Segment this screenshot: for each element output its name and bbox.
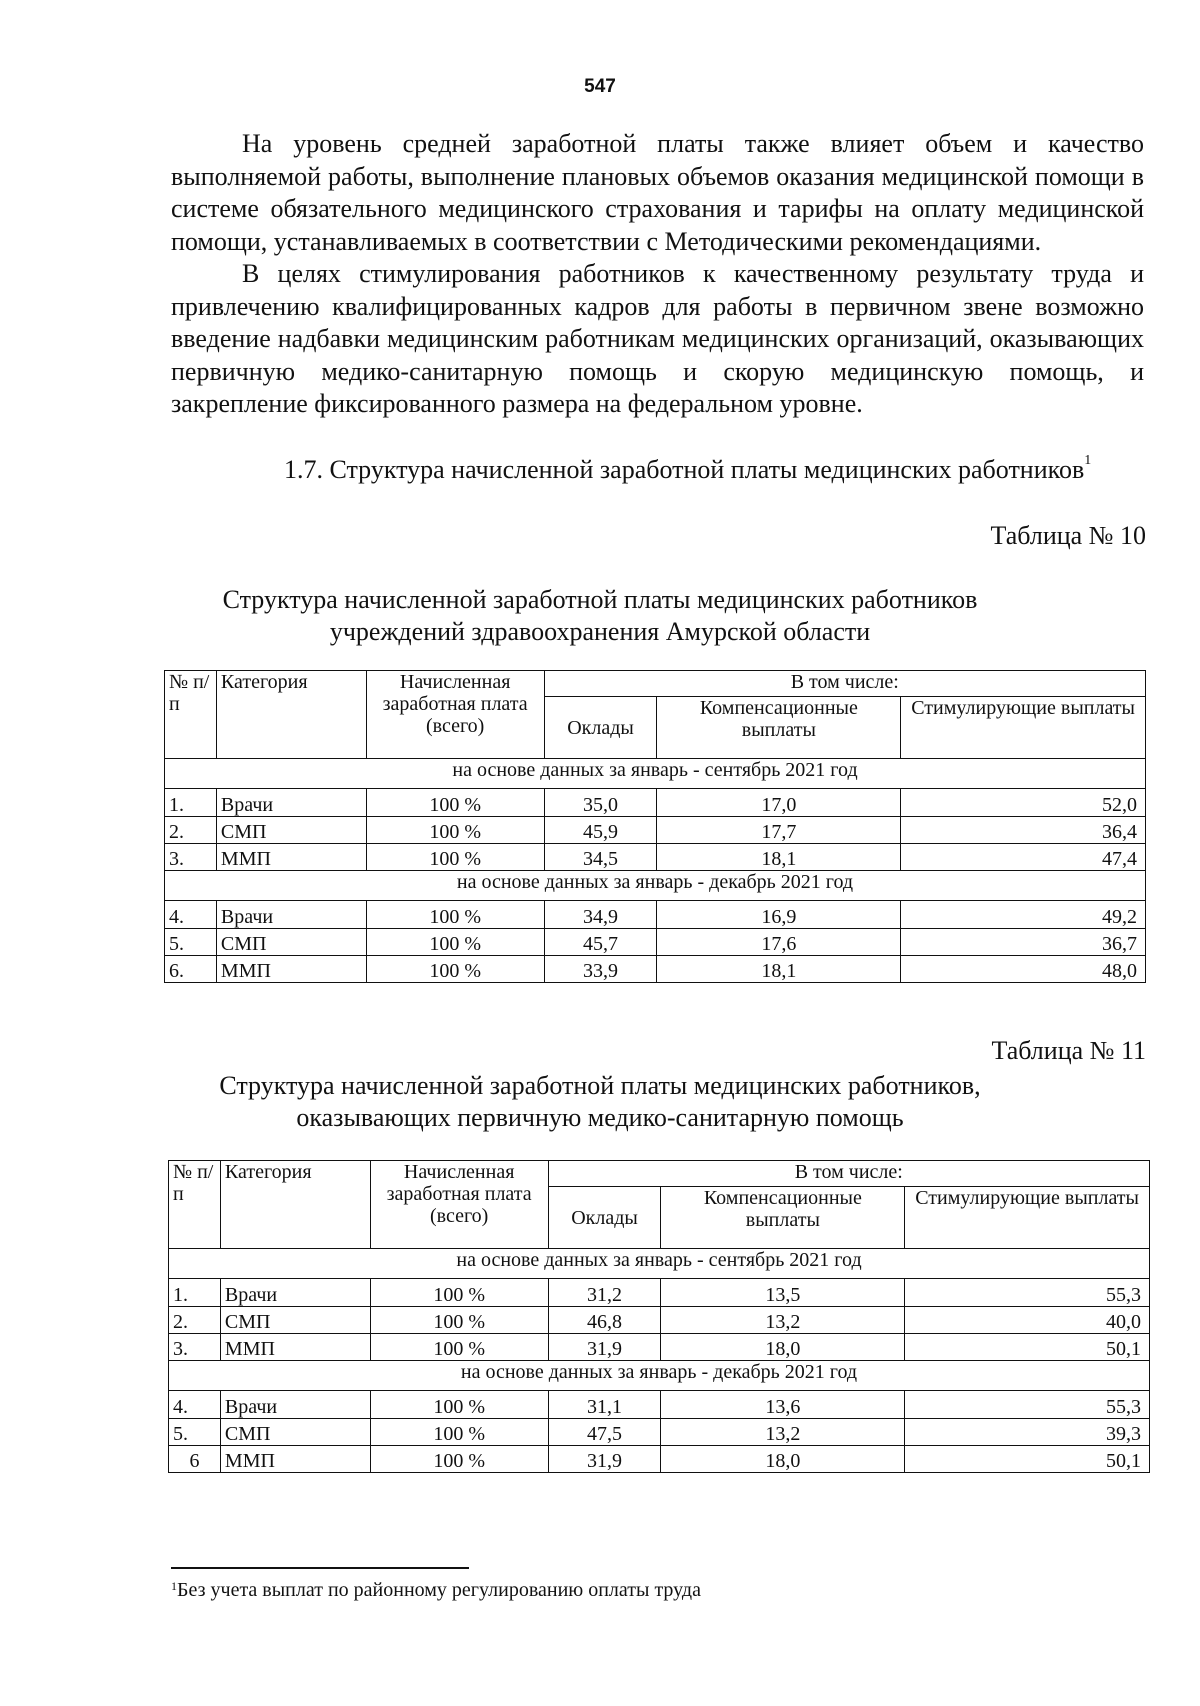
table-row: 6. ММП 100 % 33,9 18,1 48,0 [165,956,1146,983]
header-category: Категория [220,1161,370,1249]
table-row: 5. СМП 100 % 47,5 13,2 39,3 [169,1419,1150,1446]
footnote-text: Без учета выплат по районному регулированию оплаты труда [177,1579,701,1601]
table-row: 4. Врачи 100 % 31,1 13,6 55,3 [169,1391,1150,1419]
header-incentive: Стимулирующие выплаты [901,697,1146,759]
footnote-marker: 1 [1084,453,1092,468]
footnote-marker: 1 [171,1579,177,1593]
header-including: В том числе: [544,671,1145,697]
period-row: на основе данных за январь - декабрь 2021 год [169,1361,1150,1391]
table-row: 3. ММП 100 % 34,5 18,1 47,4 [165,844,1146,871]
header-incentive: Стимулирующие выплаты [905,1187,1150,1249]
table-row: 6 ММП 100 % 31,9 18,0 50,1 [169,1446,1150,1473]
paragraph-1: На уровень средней заработной платы также влияет объем и качество выполняемой работы, выполнение плановых объемов оказания медицинской помощи в системе обязательного медицинского страхования и тарифы на оплату медицинской помощи, устанавливаемых в соответствии с Методическими рекомендациями. [171,129,1144,256]
header-num: № п/п [169,1161,221,1249]
table-10 [164,670,1146,983]
footnote [171,1579,701,1602]
period-row: на основе данных за январь - сентябрь 2021 год [165,759,1146,789]
table-row: 4. Врачи 100 % 34,9 16,9 49,2 [165,901,1146,929]
table-11-label: Таблица № 11 [991,1036,1146,1065]
table-10-label: Таблица № 10 [990,521,1146,550]
header-salaries: Оклады [544,697,657,759]
table-row: 2. СМП 100 % 45,9 17,7 36,4 [165,817,1146,844]
footnote-separator [171,1567,469,1569]
table-row: 1. Врачи 100 % 35,0 17,0 52,0 [165,789,1146,817]
table-10-title-line-1: Структура начисленной заработной платы медицинских работников [222,585,978,614]
period-row: на основе данных за январь - декабрь 2021 год [165,871,1146,901]
table-row: 1. Врачи 100 % 31,2 13,5 55,3 [169,1279,1150,1307]
page-number: 547 [584,76,616,97]
table-11 [168,1160,1150,1473]
table-11-title-line-2: оказывающих первичную медико-санитарную помощь [296,1103,904,1132]
header-total: Начисленная заработная плата (всего) [370,1161,548,1249]
section-heading [284,455,1091,485]
header-num: № п/п [165,671,217,759]
header-salaries: Оклады [548,1187,661,1249]
table-row: 5. СМП 100 % 45,7 17,6 36,7 [165,929,1146,956]
header-category: Категория [216,671,366,759]
table-row: 2. СМП 100 % 46,8 13,2 40,0 [169,1307,1150,1334]
section-heading-text: 1.7. Структура начисленной заработной платы медицинских работников [284,455,1085,484]
table-11-title-line-1: Структура начисленной заработной платы медицинских работников, [219,1071,981,1100]
paragraph-2: В целях стимулирования работников к качественному результату труда и привлечению квалифицированных кадров для работы в первичном звене возможно введение надбавки медицинским работникам медицинских организаций, оказывающих первичную медико-санитарную помощь и скорую медицинскую помощь, и закрепление фиксированного размера на федеральном уровне. [171,259,1144,418]
header-compensation: Компенсационные выплаты [661,1187,905,1249]
period-row: на основе данных за январь - сентябрь 2021 год [169,1249,1150,1279]
header-total: Начисленная заработная плата (всего) [366,671,544,759]
header-including: В том числе: [548,1161,1149,1187]
table-10-title-line-2: учреждений здравоохранения Амурской области [329,617,871,646]
table-row: 3. ММП 100 % 31,9 18,0 50,1 [169,1334,1150,1361]
header-compensation: Компенсационные выплаты [657,697,901,759]
